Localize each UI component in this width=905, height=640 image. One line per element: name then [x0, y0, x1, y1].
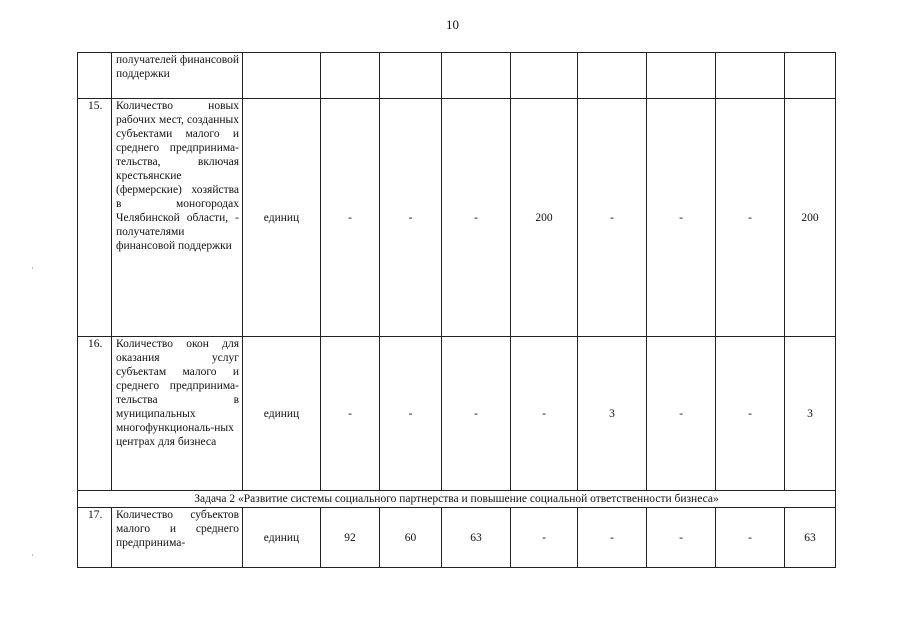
- value-cell: -: [716, 337, 785, 491]
- row-number: 15.: [78, 99, 112, 337]
- scan-artifact: ·: [31, 263, 34, 273]
- value-cell: -: [647, 337, 716, 491]
- value-cell: -: [716, 508, 785, 568]
- value-cell: 60: [380, 508, 442, 568]
- value-cell: 63: [785, 508, 836, 568]
- indicator-name: Количество новых рабочих мест, созданных субъектами малого и среднего предпринима-тельства, включая крестьянские (фермерские) хозяйства в моногородах Челябинской области, - получателями финансовой поддержки: [112, 99, 243, 337]
- value-cell: 3: [785, 337, 836, 491]
- table-row: [78, 508, 836, 568]
- table-body: [78, 53, 836, 568]
- value-cell: -: [380, 337, 442, 491]
- value-cell: 92: [321, 508, 380, 568]
- row-number: 16.: [78, 337, 112, 491]
- value-cell: -: [511, 337, 578, 491]
- value-cell: [716, 53, 785, 99]
- value-cell: [380, 53, 442, 99]
- value-cell: -: [511, 508, 578, 568]
- table-row: [78, 337, 836, 491]
- unit-cell: [243, 53, 321, 99]
- scan-artifact: ·: [31, 550, 34, 560]
- value-cell: -: [442, 99, 511, 337]
- value-cell: [321, 53, 380, 99]
- value-cell: [785, 53, 836, 99]
- value-cell: [511, 53, 578, 99]
- indicator-name: Количество окон для оказания услуг субъектам малого и среднего предпринима-тельства в муниципальных многофункциональ-ных центрах для бизнеса: [112, 337, 243, 491]
- value-cell: 200: [511, 99, 578, 337]
- value-cell: [442, 53, 511, 99]
- value-cell: -: [321, 99, 380, 337]
- value-cell: -: [578, 99, 647, 337]
- section-row: [78, 491, 836, 508]
- value-cell: [578, 53, 647, 99]
- value-cell: -: [321, 337, 380, 491]
- value-cell: -: [647, 99, 716, 337]
- page-number: 10: [446, 17, 459, 32]
- table-row: [78, 99, 836, 337]
- indicators-table: [77, 52, 836, 568]
- unit-cell: единиц: [243, 337, 321, 491]
- section-heading: Задача 2 «Развитие системы социального партнерства и повышение социальной ответственности бизнеса»: [78, 491, 836, 508]
- value-cell: 3: [578, 337, 647, 491]
- value-cell: -: [716, 99, 785, 337]
- value-cell: -: [442, 337, 511, 491]
- indicator-name: Количество субъектов малого и среднего предпринима-: [112, 508, 243, 568]
- value-cell: -: [578, 508, 647, 568]
- value-cell: 63: [442, 508, 511, 568]
- unit-cell: единиц: [243, 99, 321, 337]
- value-cell: [647, 53, 716, 99]
- value-cell: 200: [785, 99, 836, 337]
- row-number: [78, 53, 112, 99]
- row-number: 17.: [78, 508, 112, 568]
- value-cell: -: [380, 99, 442, 337]
- unit-cell: единиц: [243, 508, 321, 568]
- table-row: [78, 53, 836, 99]
- indicator-name: получателей финансовой поддержки: [112, 53, 243, 99]
- value-cell: -: [647, 508, 716, 568]
